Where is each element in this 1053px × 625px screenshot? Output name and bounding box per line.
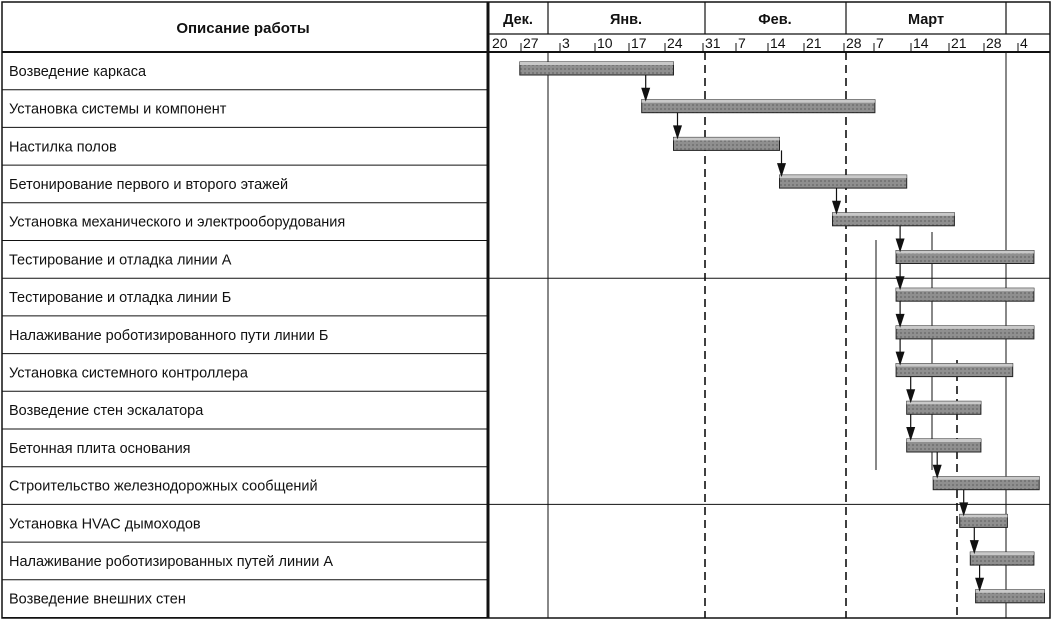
task-bar-highlight	[520, 62, 674, 65]
day-label: 28	[986, 35, 1002, 51]
day-label: 3	[562, 35, 570, 51]
day-label: 10	[597, 35, 613, 51]
month-label: Дек.	[503, 12, 533, 28]
task-label: Бетонирование первого и второго этажей	[9, 176, 289, 193]
task-label: Возведение стен эскалатора	[9, 403, 204, 420]
day-label: 4	[1020, 35, 1028, 51]
task-label: Настилка полов	[9, 139, 117, 156]
task-label: Установка системы и компонент	[9, 101, 227, 118]
timeline-header	[492, 2, 1028, 52]
day-label: 14	[913, 35, 929, 51]
task-bar-highlight	[907, 439, 981, 442]
task-label: Бетонная плита основания	[9, 440, 191, 457]
day-label: 27	[523, 35, 539, 51]
task-label: Тестирование и отладка линии А	[9, 252, 232, 269]
task-rows	[2, 64, 1050, 618]
task-bar-highlight	[976, 590, 1045, 593]
task-column-header: Описание работы	[176, 20, 310, 37]
task-label: Налаживание роботизированных путей линии А	[9, 553, 334, 570]
day-label: 20	[492, 35, 508, 51]
task-bar-highlight	[970, 552, 1034, 555]
day-label: 21	[951, 35, 967, 51]
day-label: 31	[705, 35, 721, 51]
task-label: Возведение каркаса	[9, 63, 147, 80]
month-label: Янв.	[609, 12, 643, 28]
day-label: 24	[667, 35, 683, 51]
day-label: 17	[631, 35, 647, 51]
task-bar-highlight	[933, 477, 1039, 480]
month-label: Фев.	[758, 12, 792, 28]
task-label: Возведение внешних стен	[9, 591, 186, 608]
task-bars	[520, 62, 1045, 603]
task-label: Налаживание роботизированного пути линии Б	[9, 327, 329, 344]
task-label: Установка системного контроллера	[9, 365, 248, 382]
day-label: 7	[738, 35, 746, 51]
month-label: Март	[907, 12, 945, 28]
day-label: 7	[876, 35, 884, 51]
task-bar-highlight	[642, 100, 875, 103]
day-label: 28	[846, 35, 862, 51]
task-bar-highlight	[907, 401, 981, 404]
task-label: Строительство железнодорожных сообщений	[9, 478, 318, 495]
task-bar-highlight	[674, 137, 780, 140]
task-bar-highlight	[896, 364, 1013, 367]
day-label: 14	[770, 35, 786, 51]
task-bar-highlight	[896, 326, 1034, 329]
task-bar-highlight	[833, 213, 955, 216]
task-bar-highlight	[896, 288, 1034, 291]
task-bar-highlight	[960, 514, 1008, 517]
task-bar-highlight	[896, 251, 1034, 254]
task-label: Установка HVAC дымоходов	[9, 516, 201, 533]
task-bar-highlight	[780, 175, 907, 178]
task-label: Тестирование и отладка линии Б	[9, 290, 232, 307]
task-label: Установка механического и электрооборудования	[9, 214, 346, 231]
day-label: 21	[806, 35, 822, 51]
